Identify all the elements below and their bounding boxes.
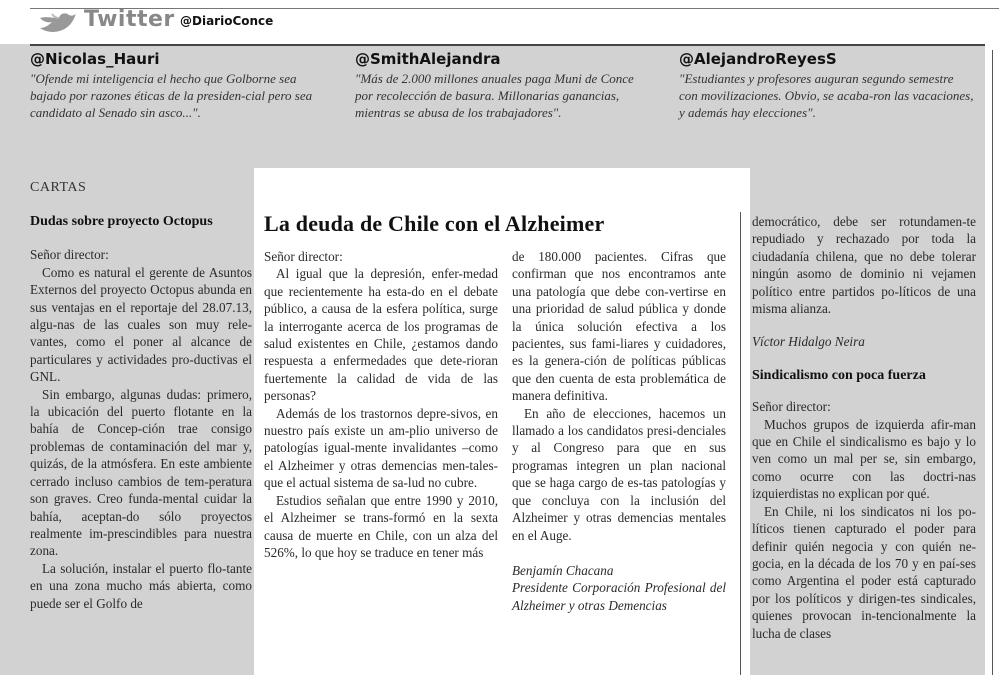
featured-paragraph: Además de los trastornos depre-sivos, en nuestro país existe un am-plio universo de patologías igual-mente invalidantes –como el Alzheimer y otras demencias men-tales- que el actual sistema de sa-lud no cubre. <box>264 405 498 491</box>
twitter-header <box>0 0 999 44</box>
account-handle: @DiarioConce <box>180 14 274 28</box>
left-letter-paragraph: Sin embargo, algunas dudas: primero, la ubicación del puerto flotante en la bahía de Concep-ción trae consigo problemas de contaminación del mar y, quizás, de la atmósfera. En este ambiente cerrado incluso cambios de tem-peratura son graves. Creo funda-mental cuidar la bahía, aceptan-do sólo proyectos realmente im-prescindibles para nuestra zona. <box>30 386 252 559</box>
featured-salutation: Señor director: <box>264 249 343 264</box>
featured-letter-title: La deuda de Chile con el Alzheimer <box>264 211 605 236</box>
tweet-text: "Ofende mi inteligencia el hecho que Golborne sea bajado por razones éticas de la presiden-cial pero sea candidato al Senado sin asco...". <box>30 71 313 120</box>
tweets-top-rule <box>30 44 985 46</box>
featured-col-2 <box>512 248 726 614</box>
twitter-bird-icon <box>38 10 80 36</box>
header-rule <box>30 8 999 9</box>
featured-col-1 <box>264 248 498 675</box>
featured-paragraph: En año de elecciones, hacemos un llamado a los candidatos presi-denciales y al Congreso para que en sus programas integren un plan nacional que se haga cargo de es-tas patologías y que concluya con la inclusión del Alzheimer y otras demencias mentales en el Auge. <box>512 405 726 543</box>
left-letter <box>30 213 252 612</box>
tweet-text: "Estudiantes y profesores auguran segundo semestre con movilizaciones. Obvio, se acaba-ron las vacaciones, y además hay elecciones". <box>679 71 974 120</box>
tweet-2 <box>355 50 655 121</box>
right-continuation: democrático, debe ser rotundamen-te repudiado y rechazado por toda la ciudadanía chilena, que no debe tolerar ningún asomo de dominio ni vejamen político entre partidos po-líticos de una misma alianza. <box>752 214 976 317</box>
featured-paragraph: Al igual que la depresión, enfer-medad que recientemente ha esta-do en el debate público, a causa de la esfera política, surge la interrogante acerca de los programas de salud existentes en Chile, ¿estamos dando respuesta a enfermedades que dete-rioran fuertemente la calidad de vida de las personas? <box>264 266 498 404</box>
tweet-3 <box>679 50 979 121</box>
featured-paragraph: de 180.000 pacientes. Cifras que confirman que nos encontramos ante una patología que debe con-vertirse en una prioridad de salud pública y donde la única solución efectiva a los pacientes, sus fami-liares y cuidadores, es la genera-ción de políticas públicas que den cuenta de esta problemática de manera definitiva. <box>512 249 726 404</box>
right-salutation: Señor director: <box>752 399 831 415</box>
tweet-handle: @Nicolas_Hauri <box>30 50 160 68</box>
tweet-text: "Más de 2.000 millones anuales paga Muni de Conce por recolección de basura. Millonarias ganancias, mientras se abusa de los trabajadores". <box>355 71 634 120</box>
tweet-1 <box>30 50 330 121</box>
left-letter-salutation: Señor director: <box>30 247 109 263</box>
right-margin-rule <box>992 50 993 675</box>
right-signature: Víctor Hidalgo Neira <box>752 334 865 350</box>
featured-signature-role: Presidente Corporación Profesional del Alzheimer y otras Demencias <box>512 580 726 613</box>
tweet-handle: @SmithAlejandra <box>355 50 501 68</box>
tweet-handle: @AlejandroReyesS <box>679 50 837 68</box>
left-letter-title: Dudas sobre proyecto Octopus <box>30 214 213 229</box>
left-letter-paragraph: Como es natural el gerente de Asuntos Externos del proyecto Octopus abunda en sus ventajas en el reportaje del 28.07.13, algu-nas de las cuales son muy rele-vantes, como el poner al alcance de particulares y actividades pro-ductivas el GNL. <box>30 264 252 385</box>
featured-signature-name: Benjamín Chacana <box>512 562 614 578</box>
featured-paragraph: Estudios señalan que entre 1990 y 2010, el Alzheimer se trans-formó en la sexta causa de muerte en Chile, con un alza del 526%, lo que hoy se traduce en tener más <box>264 492 498 560</box>
right-column <box>752 213 976 675</box>
left-letter-paragraph: La solución, instalar el puerto flo-tante en una zona mucho más abierta, como puede ser el Golfo de <box>30 560 252 611</box>
right-letter-title: Sindicalismo con poca fuerza <box>752 367 926 383</box>
section-label: CARTAS <box>30 180 87 195</box>
right-paragraph: Muchos grupos de izquierda afir-man que en Chile el sindicalismo es bajo y lo ven como un mal per se, sin embargo, como ocurre con las doctri-nas izquierdistas no explican por qué. <box>752 416 976 502</box>
right-paragraph: En Chile, ni los sindicatos ni los po-líticos tienen capturado el poder para definir quién negocia y con quién ne-gocia, en la década de los 70 y en paí-ses como Argentina el poder está capturado por los políticos y dirigen-tes sindicales, quienes provocan in-tencionalmente la lucha de clases <box>752 503 976 641</box>
twitter-wordmark: Twitter <box>84 7 175 32</box>
column-divider <box>740 212 741 675</box>
